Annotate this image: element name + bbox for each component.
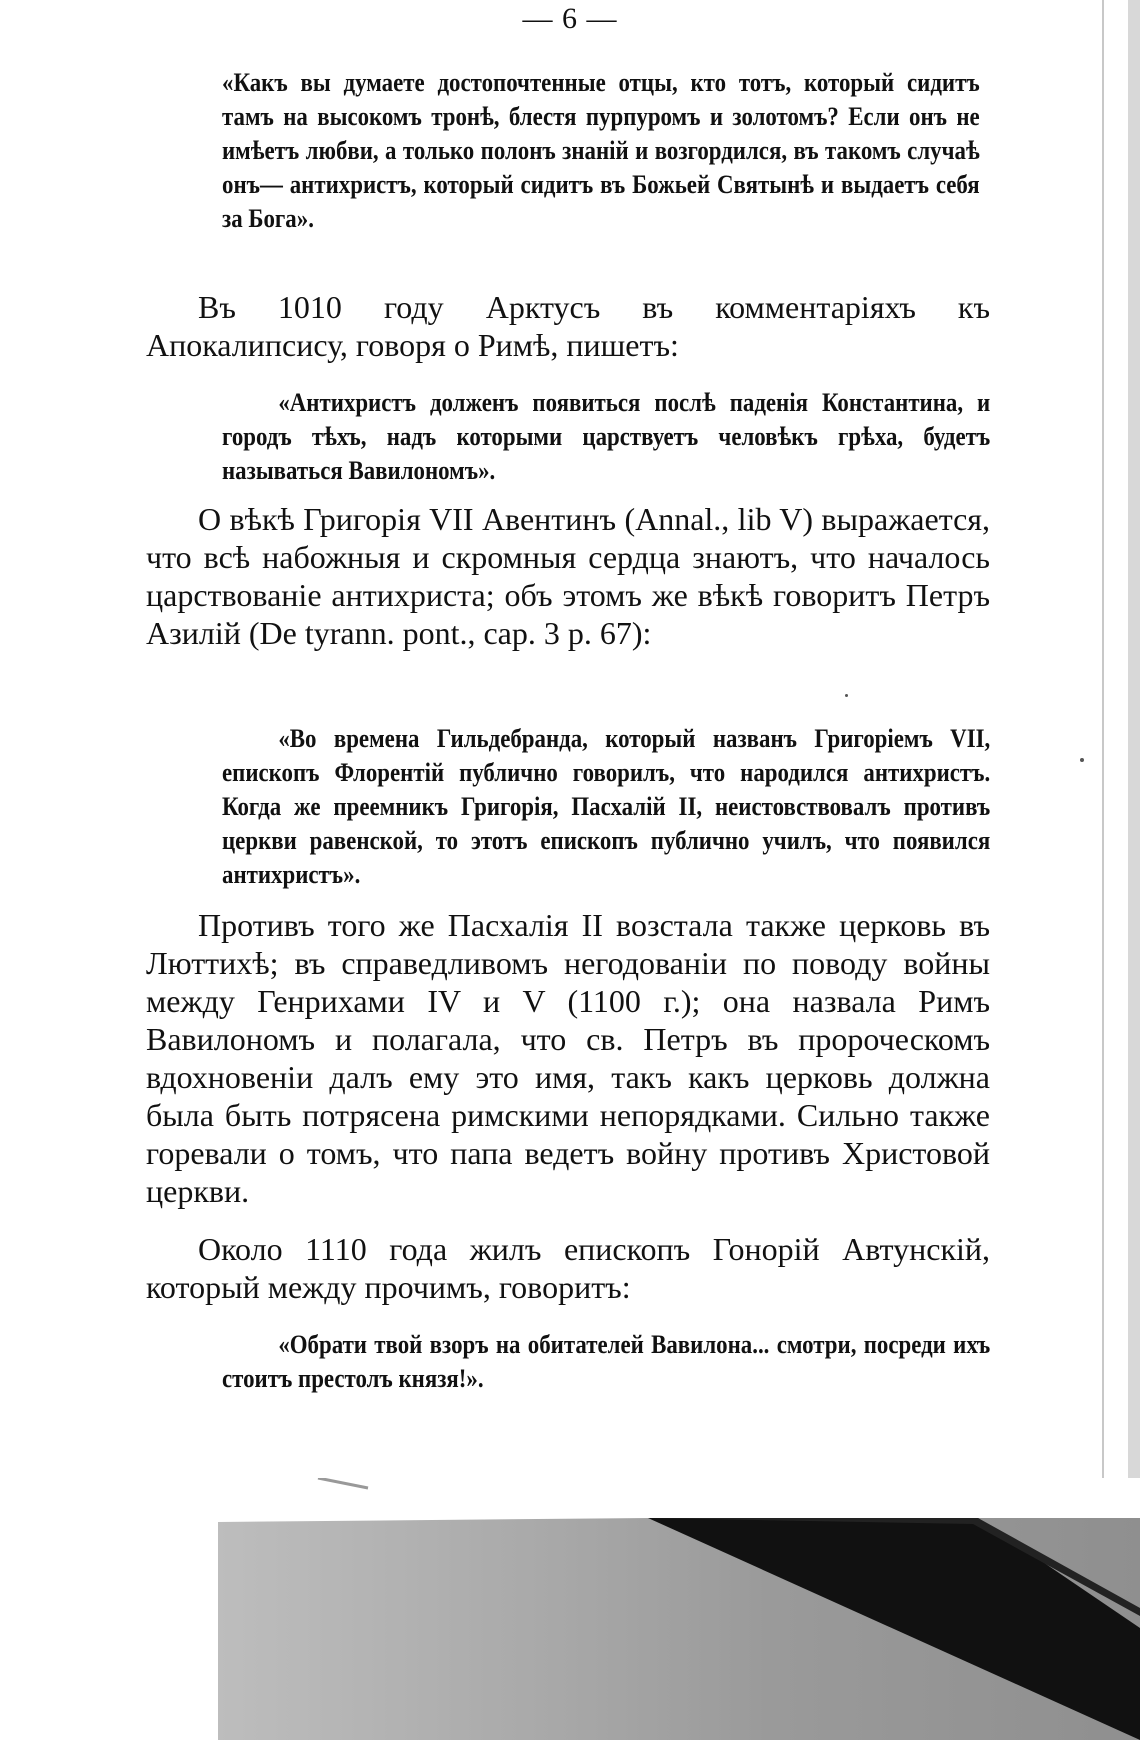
paragraph-honorius: Около 1110 года жилъ епископъ Гонорій Автунскій, который между прочимъ, говоритъ: [146, 1231, 990, 1305]
quote-arktus: «Антихристъ долженъ появиться послѣ паденія Константина, и городъ тѣхъ, надъ которыми царствуетъ человѣкъ грѣха, будетъ называться Вавилономъ». [222, 388, 991, 485]
scan-speck [845, 694, 848, 697]
quote-hildebrand: «Во времена Гильдебранда, который названъ Григоріемъ VII, епископъ Флорентій публично говорилъ, что народился антихристъ. Когда же преемникъ Григорія, Пасхалій II, неистовствовалъ противъ церкви равенской, то этотъ епископъ публично училъ, что появился антихристъ». [222, 724, 991, 889]
scan-bottom-shadow [218, 1478, 1140, 1740]
paragraph-gregory-vii: О вѣкѣ Григорія VII Авентинъ (Annal., lib V) выражается, что всѣ набожныя и скромныя сердца знаютъ, что началось царствованіе антихриста; объ этомъ же вѣкѣ говоритъ Петръ Азилій (De tyrann. pont., cap. 3 p. 67): [146, 501, 990, 651]
paragraph-paschal-ii: Противъ того же Пасхалія II возстала также церковь въ Люттихѣ; въ справедливомъ негодованіи по поводу войны между Генрихами IV и V (1100 г.); она назвала Римъ Вавилономъ и полагала, что св. Петръ въ пророческомъ вдохновеніи далъ ему это имя, такъ какъ церковь должна была быть потрясена римскими непорядками. Сильно также горевали о томъ, что папа ведетъ войну противъ Христовой церкви. [146, 907, 990, 1209]
paragraph-arktus: Въ 1010 году Арктусъ въ комментаріяхъ къ Апокалипсису, говоря о Римѣ, пишетъ: [146, 289, 990, 363]
quote-antichrist-throne: «Какъ вы думаете достопочтенные отцы, кто тотъ, который сидитъ тамъ на высокомъ тронѣ, блестя пурпуромъ и золотомъ? Если онъ не имѣетъ любви, а только полонъ знаній и возгордился, въ такомъ случаѣ онъ— антихристъ, который сидитъ въ Божьей Святынѣ и выдаетъ себя за Бога». [222, 68, 980, 233]
scan-speck [1080, 758, 1084, 762]
quote-honorius: «Обрати твой взоръ на обитателей Вавилона... смотри, посреди ихъ стоитъ престолъ князя!». [222, 1330, 991, 1393]
page-number: — 6 — [522, 2, 618, 35]
scan-edge-line [1102, 0, 1104, 1500]
